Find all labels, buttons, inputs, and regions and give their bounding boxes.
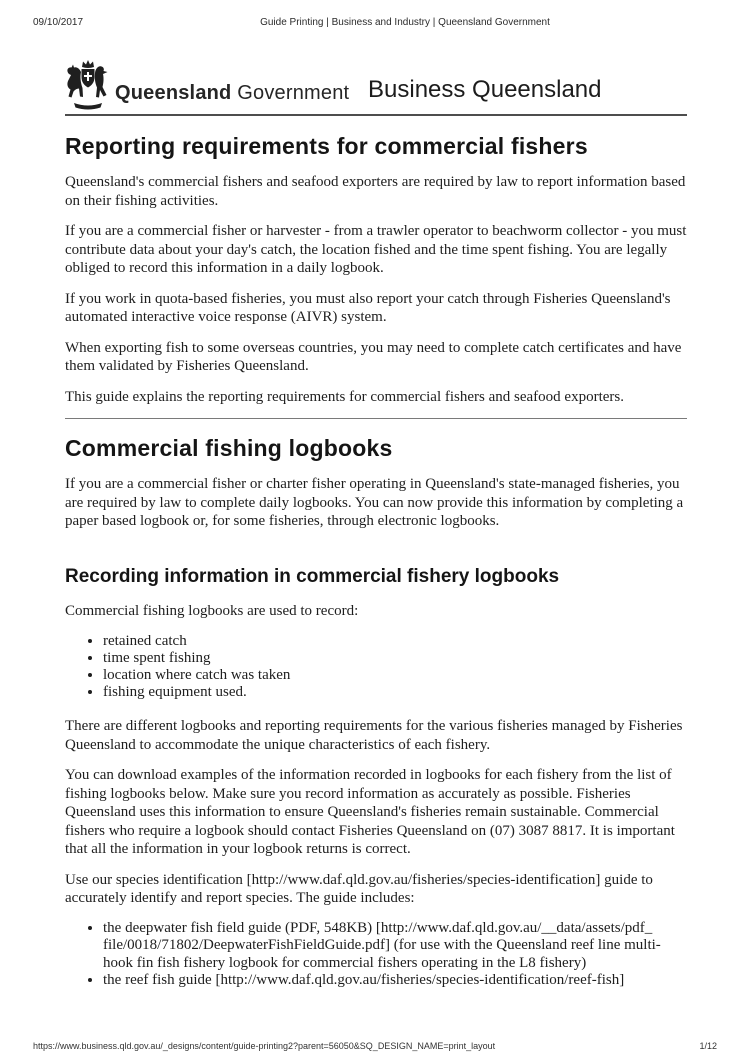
paragraph: Queensland's commercial fishers and seafood exporters are required by law to report information based on their fishing activities. xyxy=(65,174,686,209)
queensland-government-wordmark xyxy=(115,82,349,104)
section-reporting-requirements xyxy=(65,133,687,406)
paragraph: You can download examples of the information recorded in logbooks for each fishery from the list of fishing logbooks below. Make sure you record information as accurately as possible. Fisheries Queensland uses this information to ensure Queensland's fisheries remain sustainable. Commercial fishers who require a logbook should contact Fisheries Queensland on (07) 3087 8817. It is important that all the information in your logbook returns is correct. xyxy=(65,767,675,857)
print-document-title: Guide Printing | Business and Industry | Queensland Government xyxy=(260,17,550,28)
section-title: Commercial fishing logbooks xyxy=(65,435,393,461)
site-name: Business Queensland xyxy=(368,76,602,103)
masthead xyxy=(65,58,687,114)
list-item: • time spent fishing xyxy=(103,650,687,667)
masthead-divider xyxy=(65,114,687,116)
list-item: • location where catch was taken xyxy=(103,667,687,684)
wordmark-queensland: Queensland xyxy=(115,82,232,104)
print-source-url: https://www.business.qld.gov.au/_designs/content/guide-printing2?parent=56050&SQ_DESIGN_NAME=print_layout xyxy=(33,1041,496,1051)
list-item: • fishing equipment used. xyxy=(103,684,687,701)
page-title: Reporting requirements for commercial fishers xyxy=(65,133,588,159)
paragraph: If you work in quota-based fisheries, you must also report your catch through Fisheries Queensland's automated interactive voice response (AIVR) system. xyxy=(65,290,671,325)
paragraph: Commercial fishing logbooks are used to record: xyxy=(65,602,359,619)
page-content xyxy=(65,0,687,990)
queensland-coat-of-arms-icon xyxy=(65,59,111,116)
paragraph: This guide explains the reporting requirements for commercial fishers and seafood exporters. xyxy=(65,388,624,405)
logbook-record-list xyxy=(65,633,687,701)
subsection-title: Recording information in commercial fishery logbooks xyxy=(65,565,560,587)
list-item: • the reef fish guide [http://www.daf.qld.gov.au/fisheries/species-identification/reef-fish] xyxy=(103,972,687,990)
section-commercial-fishing-logbooks xyxy=(65,435,687,990)
wordmark-government: Government xyxy=(231,82,350,104)
paragraph: If you are a commercial fisher or harvester - from a trawler operator to beachworm collector - you must contribute data about your day's catch, the location fished and the time spent fishing. You are legally obliged to record this information in a daily logbook. xyxy=(65,223,687,276)
list-item: • retained catch xyxy=(103,633,687,650)
species-guide-list xyxy=(65,920,687,990)
paragraph: When exporting fish to some overseas countries, you may need to complete catch certificates and have them validated by Fisheries Queensland. xyxy=(65,339,682,374)
section-divider xyxy=(65,418,687,419)
paragraph: There are different logbooks and reporting requirements for the various fisheries managed by Fisheries Queensland to accommodate the unique characteristics of each fishery. xyxy=(65,718,683,753)
page-number: 1/12 xyxy=(699,1041,717,1051)
list-item: • the deepwater fish field guide (PDF, 548KB) [http://www.daf.qld.gov.au/__data/assets/pdf_​file/0018/71802/DeepwaterFishFieldGuide.pdf] (for use with the Queensland reef line multi-hook fin fish fishery logbook for commercial fishers operating in the L8 fishery) xyxy=(103,920,687,973)
print-date: 09/10/2017 xyxy=(33,17,84,28)
paragraph: Use our species identification [http://www.daf.qld.gov.au/fisheries/species-identification] guide to accurately identify and report species. The guide includes: xyxy=(65,871,653,906)
paragraph: If you are a commercial fisher or charter fisher operating in Queensland's state-managed fisheries, you are required by law to complete daily logbooks. You can now provide this information by completing a paper based logbook or, for some fisheries, through electronic logbooks. xyxy=(65,476,684,529)
